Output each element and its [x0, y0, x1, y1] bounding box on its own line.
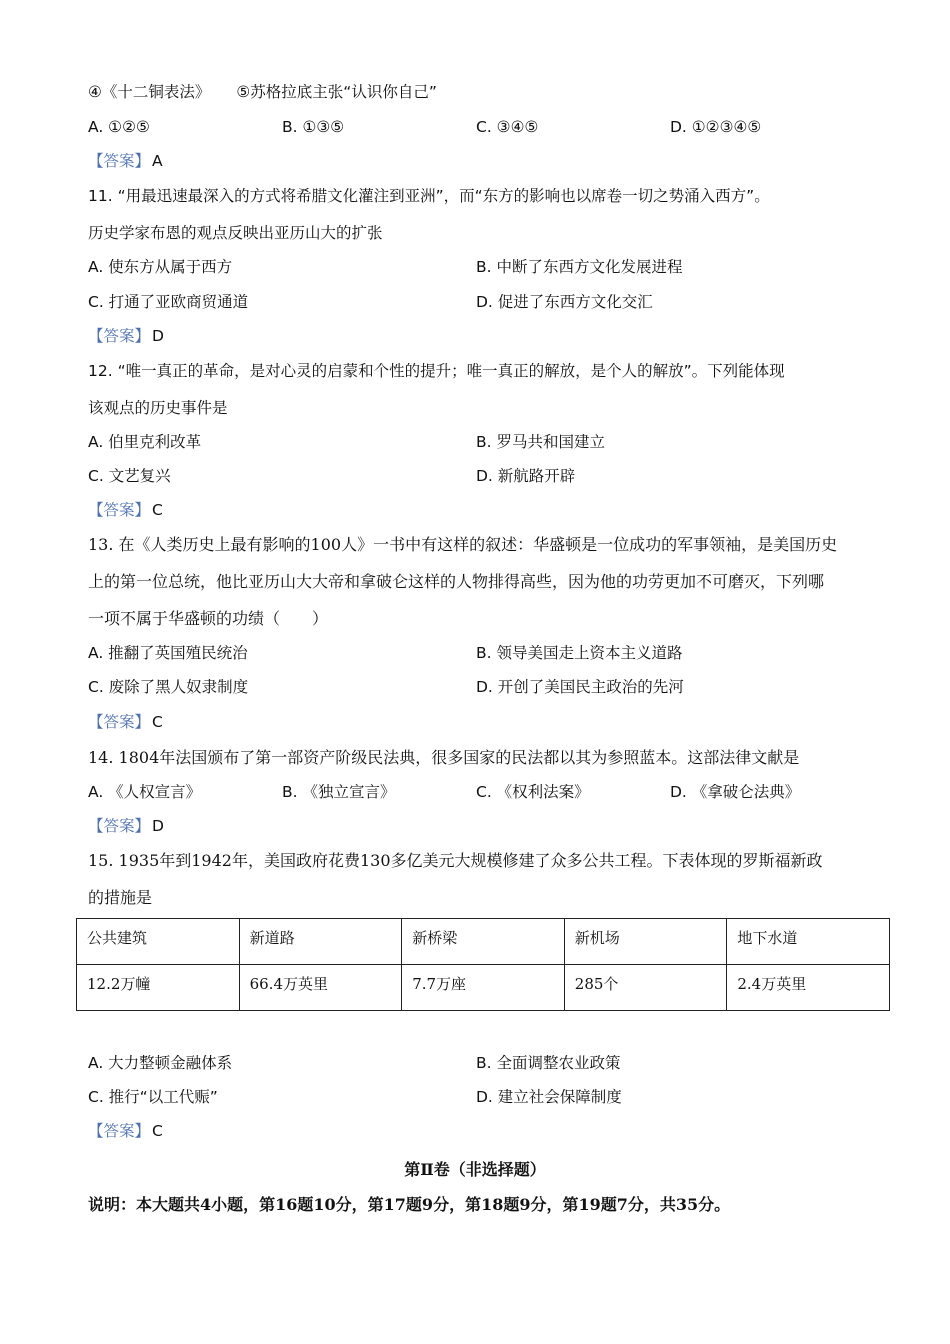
table-header-cell: 地下水道 — [727, 919, 890, 965]
q14-option-b[interactable]: B. 《独立宣言》 — [282, 783, 396, 801]
q14-option-d[interactable]: D. 《拿破仑法典》 — [670, 783, 801, 801]
q10-item-4: ④《十二铜表法》 — [88, 83, 211, 101]
q12-option-a[interactable]: A. 伯里克利改革 — [88, 433, 202, 451]
q15-option-b[interactable]: B. 全面调整农业政策 — [476, 1054, 621, 1072]
answer-value: D — [152, 327, 164, 345]
answer-value: A — [152, 152, 163, 170]
answer-value: C — [152, 713, 163, 731]
table-header-cell: 新机场 — [564, 919, 727, 965]
public-works-table — [76, 918, 890, 1011]
table-cell: 2.4万英里 — [727, 965, 890, 1011]
answer-tag: 【答案】 — [88, 327, 151, 345]
q14-stem-line1: 14. 1804年法国颁布了第一部资产阶级民法典，很多国家的民法都以其为参照蓝本。这部法律文献是 — [88, 748, 800, 767]
q10-option-b[interactable]: B. ①③⑤ — [282, 118, 345, 136]
q12-option-d[interactable]: D. 新航路开辟 — [476, 467, 576, 485]
q12-option-c[interactable]: C. 文艺复兴 — [88, 467, 171, 485]
q12-option-b[interactable]: B. 罗马共和国建立 — [476, 433, 605, 451]
table-row — [77, 965, 890, 1011]
q13-stem-line1: 13. 在《人类历史上最有影响的100人》一书中有这样的叙述：华盛顿是一位成功的军事领袖，是美国历史 — [88, 535, 838, 554]
answer-tag: 【答案】 — [88, 713, 151, 731]
answer-value: D — [152, 817, 164, 835]
part2-note: 说明：本大题共4小题，第16题10分，第17题9分，第18题9分，第19题7分，共35分。 — [88, 1195, 731, 1214]
q15-stem-line2: 的措施是 — [88, 888, 153, 907]
q11-option-b[interactable]: B. 中断了东西方文化发展进程 — [476, 258, 683, 276]
q13-option-d[interactable]: D. 开创了美国民主政治的先河 — [476, 678, 684, 696]
q15-option-d[interactable]: D. 建立社会保障制度 — [476, 1088, 622, 1106]
q14-option-a[interactable]: A. 《人权宣言》 — [88, 783, 202, 801]
q15-stem-line1: 15. 1935年到1942年，美国政府花费130多亿美元大规模修建了众多公共工程。下表体现的罗斯福新政 — [88, 851, 823, 870]
q11-stem-line1: 11. “用最迅速最深入的方式将希腊文化灌注到亚洲”，而“东方的影响也以席卷一切之势涌入西方”。 — [88, 187, 770, 205]
q10-answer — [88, 151, 163, 171]
q11-option-d[interactable]: D. 促进了东西方文化交汇 — [476, 293, 653, 311]
q12-answer — [88, 500, 163, 520]
table-cell: 7.7万座 — [402, 965, 565, 1011]
answer-tag: 【答案】 — [88, 1122, 151, 1140]
q12-stem-line1: 12. “唯一真正的革命，是对心灵的启蒙和个性的提升；唯一真正的解放，是个人的解放”。下列能体现 — [88, 362, 785, 380]
q13-answer — [88, 712, 163, 732]
q11-option-a[interactable]: A. 使东方从属于西方 — [88, 258, 233, 276]
table-header-cell: 公共建筑 — [77, 919, 240, 965]
q10-items-line — [88, 82, 437, 102]
table-cell: 285个 — [564, 965, 727, 1011]
table-cell: 66.4万英里 — [239, 965, 402, 1011]
table-header-cell: 新桥梁 — [402, 919, 565, 965]
q14-answer — [88, 816, 164, 836]
answer-tag: 【答案】 — [88, 501, 151, 519]
q10-option-c[interactable]: C. ③④⑤ — [476, 118, 539, 136]
q12-stem-line2: 该观点的历史事件是 — [88, 399, 228, 417]
q11-option-c[interactable]: C. 打通了亚欧商贸通道 — [88, 293, 249, 311]
q15-option-c[interactable]: C. 推行“以工代赈” — [88, 1088, 218, 1106]
q15-option-a[interactable]: A. 大力整顿金融体系 — [88, 1054, 233, 1072]
q13-stem-line2: 上的第一位总统，他比亚历山大大帝和拿破仑这样的人物排得高些，因为他的功劳更加不可磨灭，下列哪 — [88, 572, 825, 591]
part2-title: 第Ⅱ卷（非选择题） — [404, 1160, 546, 1179]
table-header-row — [77, 919, 890, 965]
q13-option-a[interactable]: A. 推翻了英国殖民统治 — [88, 644, 248, 662]
q13-option-b[interactable]: B. 领导美国走上资本主义道路 — [476, 644, 683, 662]
q10-option-d[interactable]: D. ①②③④⑤ — [670, 118, 762, 136]
q14-option-c[interactable]: C. 《权利法案》 — [476, 783, 590, 801]
q13-stem-line3: 一项不属于华盛顿的功绩（ ） — [88, 609, 329, 628]
q13-option-c[interactable]: C. 废除了黑人奴隶制度 — [88, 678, 249, 696]
answer-value: C — [152, 1122, 163, 1140]
answer-tag: 【答案】 — [88, 817, 151, 835]
q15-answer — [88, 1121, 163, 1141]
answer-tag: 【答案】 — [88, 152, 151, 170]
q10-option-a[interactable]: A. ①②⑤ — [88, 118, 150, 136]
q11-stem-line2: 历史学家布恩的观点反映出亚历山大的扩张 — [88, 224, 383, 242]
table-cell: 12.2万幢 — [77, 965, 240, 1011]
answer-value: C — [152, 501, 163, 519]
q10-item-5: ⑤苏格拉底主张“认识你自己” — [236, 83, 437, 101]
q11-answer — [88, 326, 164, 346]
table-header-cell: 新道路 — [239, 919, 402, 965]
